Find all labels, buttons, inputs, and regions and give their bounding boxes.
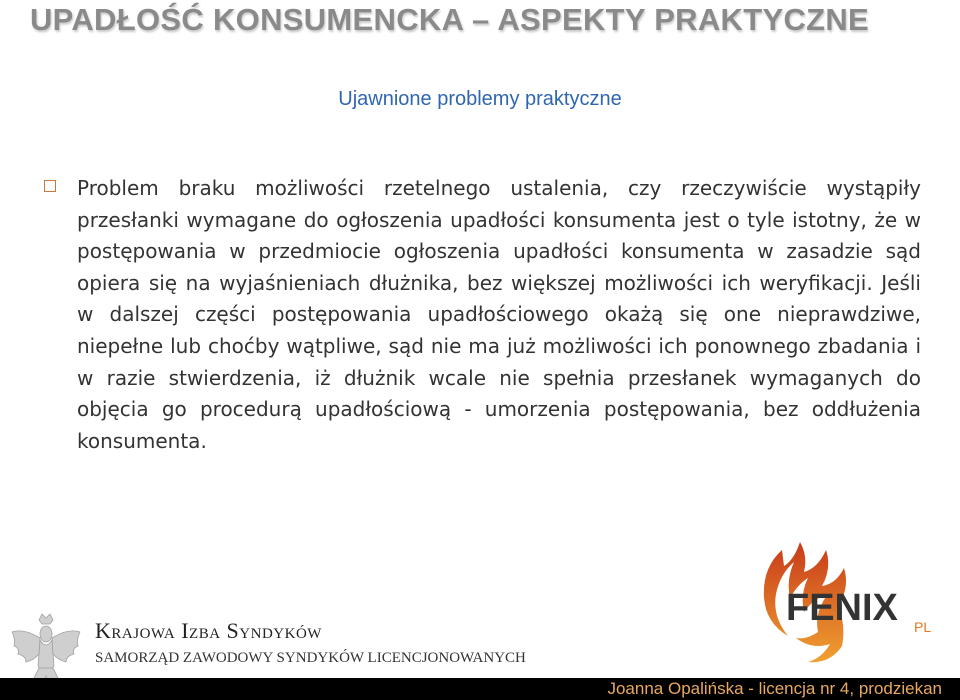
square-bullet-icon <box>44 180 56 192</box>
footer-bar <box>0 678 960 700</box>
organization-name-text: Krajowa Izba Syndyków <box>95 618 322 643</box>
organization-name <box>95 618 322 644</box>
body-paragraph: Problem braku możliwości rzetelnego ustalenia, czy rzeczywiście wystąpiły przesłanki wymagane do ogłoszenia upadłości konsumenta jest o tyle istotny, że w postępowania w przedmiocie ogłoszenia upadłości konsumenta w zasadzie sąd opiera się na wyjaśnieniach dłużnika, bez większej możliwości ich weryfikacji. Jeśli w dalszej części postępowania upadłościowego okażą się one nieprawdziwe, niepełne lub choćby wątpliwe, sąd nie ma już możliwości ich ponownego zbadania i w razie stwierdzenia, iż dłużnik wcale nie spełnia przesłanek wymaganych do objęcia go procedurą upadłościową - umorzenia postępowania, bez oddłużenia konsumenta. <box>77 176 921 453</box>
phoenix-icon <box>742 528 960 678</box>
fenix-logo <box>742 528 960 678</box>
slide-title: UPADŁOŚĆ KONSUMENCKA – ASPEKTY PRAKTYCZNE <box>30 2 870 37</box>
fenix-logo-text: FENIX <box>786 587 898 629</box>
footer-author: Joanna Opalińska - licencja nr 4, prodziekan <box>607 679 942 698</box>
organization-subtitle: SAMORZĄD ZAWODOWY SYNDYKÓW LICENCJONOWANYCH <box>95 650 526 666</box>
fenix-logo-suffix: PL <box>914 619 932 635</box>
slide-subtitle: Ujawnione problemy praktyczne <box>338 88 622 110</box>
